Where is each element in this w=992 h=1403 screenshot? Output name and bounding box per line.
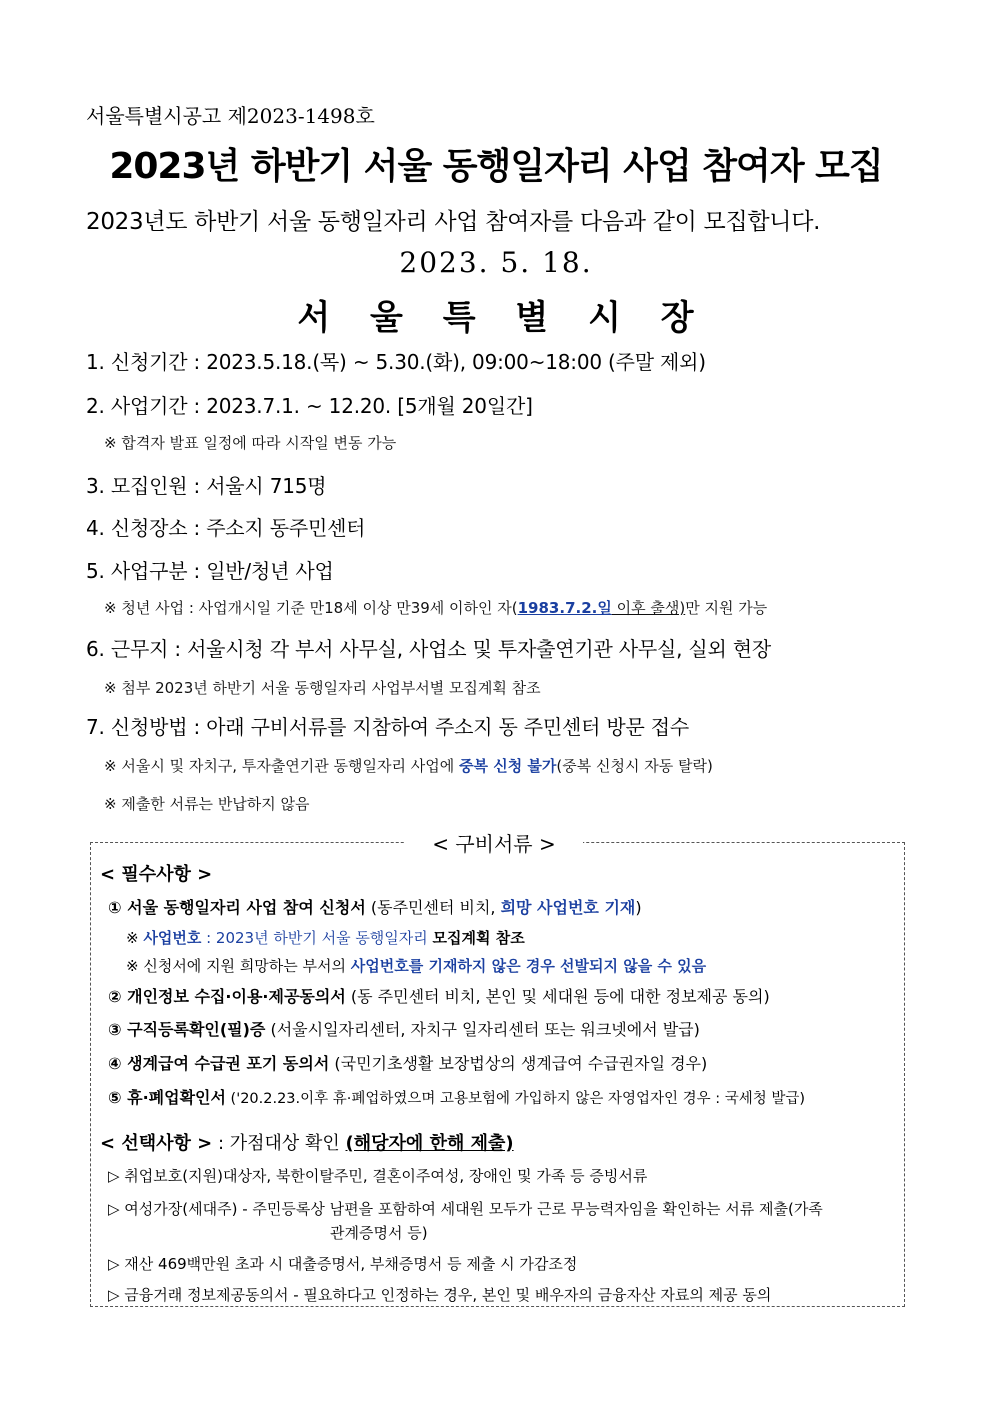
note-youth xyxy=(104,597,767,618)
note-text: : 2023년 하반기 서울 동행일자리 xyxy=(201,929,433,947)
item-label: 1. 신청기간 : xyxy=(86,350,207,374)
required-doc-5 xyxy=(108,1085,805,1108)
doc-desc: (서울시일자리센터, 자치구 일자리센터 또는 워크넷에서 발급) xyxy=(265,1020,700,1039)
item-value: 서울시 715명 xyxy=(206,474,327,498)
optional-doc-2-cont: 관계증명서 등) xyxy=(330,1224,428,1242)
subtitle: 2023년도 하반기 서울 동행일자리 사업 참여자를 다음과 같이 모집합니다. xyxy=(86,209,821,235)
issuer: 서 울 특 별 시 장 xyxy=(297,298,695,338)
item-value: 주소지 동주민센터 xyxy=(206,516,366,540)
doc-desc: (동주민센터 비치, xyxy=(365,898,501,917)
doc-desc: (국민기초생활 보장법상의 생계급여 수급권자일 경우) xyxy=(329,1054,708,1073)
note-start-date: ※ 합격자 발표 일정에 따라 시작일 변동 가능 xyxy=(104,434,397,452)
note-emphasis: 모집계획 참조 xyxy=(432,929,525,947)
item-label: 2. 사업기간 : xyxy=(86,394,207,418)
note-text: ※ 청년 사업 : 사업개시일 기준 만18세 이상 만39세 이하인 자( xyxy=(104,599,518,617)
item-value: 아래 구비서류를 지참하여 주소지 동 주민센터 방문 접수 xyxy=(206,715,690,739)
item-label: 5. 사업구분 : xyxy=(86,559,207,583)
optional-doc-3: ▷ 재산 469백만원 초과 시 대출증명서, 부채증명서 등 제출 시 가감조정 xyxy=(108,1255,578,1273)
required-doc-2 xyxy=(108,984,770,1007)
announcement-date: 2023. 5. 18. xyxy=(399,246,593,279)
doc-emphasis: 희망 사업번호 기재 xyxy=(500,898,636,917)
documents-box-title: < 구비서류 > xyxy=(405,828,583,857)
item-value: 2023.7.1. ~ 12.20. [5개월 20일간] xyxy=(206,394,533,418)
note-text: 이후 출생) xyxy=(611,599,686,617)
page-title: 2023년 하반기 서울 동행일자리 사업 참여자 모집 xyxy=(109,146,883,187)
optional-heading-row xyxy=(100,1129,514,1155)
item-application-method xyxy=(86,711,689,740)
item-value: 2023.5.18.(목) ~ 5.30.(화), 09:00~18:00 (주말 제외) xyxy=(206,350,706,374)
item-value: 일반/청년 사업 xyxy=(206,559,334,583)
item-value: 서울시청 각 부서 사무실, 사업소 및 투자출연기관 사무실, 실외 현장 xyxy=(187,637,772,661)
required-doc-1-note-2 xyxy=(126,955,706,976)
required-doc-1 xyxy=(108,895,642,918)
item-workplace xyxy=(86,633,771,662)
doc-name: ③ 구직등록확인(필)증 xyxy=(108,1020,266,1039)
note-duplicate xyxy=(104,755,713,776)
item-label: 3. 모집인원 : xyxy=(86,474,207,498)
doc-desc: ) xyxy=(635,898,642,917)
optional-doc-1: ▷ 취업보호(지원)대상자, 북한이탈주민, 결혼이주여성, 장애인 및 가족 등 증빙서류 xyxy=(108,1167,648,1185)
note-birthdate: 1983.7.2.일 xyxy=(517,599,612,617)
doc-name: ① 서울 동행일자리 사업 참여 신청서 xyxy=(108,898,366,917)
doc-desc: (동 주민센터 비치, 본인 및 세대원 등에 대한 정보제공 동의) xyxy=(345,987,770,1006)
item-recruit-count xyxy=(86,470,326,499)
optional-doc-4: ▷ 금융거래 정보제공동의서 - 필요하다고 인정하는 경우, 본인 및 배우자의 금융자산 자료의 제공 동의 xyxy=(108,1286,772,1304)
optional-desc: : 가점대상 확인 xyxy=(212,1133,346,1154)
item-project-type xyxy=(86,555,334,584)
doc-name: ② 개인정보 수집·이용·제공동의서 xyxy=(108,987,346,1006)
doc-desc: ('20.2.23.이후 휴·폐업하였으며 고용보험에 가입하지 않은 자영업자인 경우 : 국세청 발급) xyxy=(225,1091,805,1107)
optional-heading: < 선택사항 > xyxy=(100,1133,213,1154)
note-text: ※ 신청서에 지원 희망하는 부서의 xyxy=(126,957,351,975)
note-text: ※ 서울시 및 자치구, 투자출연기관 동행일자리 사업에 xyxy=(104,757,460,775)
note-workplace: ※ 첨부 2023년 하반기 서울 동행일자리 사업부서별 모집계획 참조 xyxy=(104,679,541,697)
note-no-return: ※ 제출한 서류는 반납하지 않음 xyxy=(104,795,310,813)
required-doc-4 xyxy=(108,1051,707,1074)
optional-doc-2: ▷ 여성가장(세대주) - 주민등록상 남편을 포함하여 세대원 모두가 근로 무능력자임을 확인하는 서류 제출(가족 xyxy=(108,1200,823,1218)
item-project-period xyxy=(86,390,533,419)
item-application-period xyxy=(86,346,706,375)
notice-number: 서울특별시공고 제2023-1498호 xyxy=(86,104,375,128)
item-label: 6. 근무지 : xyxy=(86,637,188,661)
doc-name: ④ 생계급여 수급권 포기 동의서 xyxy=(108,1054,330,1073)
note-emphasis: 중복 신청 불가 xyxy=(459,757,557,775)
required-doc-3 xyxy=(108,1017,700,1040)
required-heading: < 필수사항 > xyxy=(100,864,213,885)
note-text: 만 지원 가능 xyxy=(685,599,768,617)
note-text: (중복 신청시 자동 탈락) xyxy=(556,757,713,775)
note-emphasis: 사업번호를 기재하지 않은 경우 선발되지 않을 수 있음 xyxy=(350,957,707,975)
note-emphasis: 사업번호 xyxy=(143,929,202,947)
item-application-place xyxy=(86,512,365,541)
doc-name: ⑤ 휴·폐업확인서 xyxy=(108,1088,226,1107)
note-mark: ※ xyxy=(126,929,144,947)
item-label: 4. 신청장소 : xyxy=(86,516,207,540)
optional-emphasis: (해당자에 한해 제출) xyxy=(345,1133,514,1154)
required-doc-1-note-1 xyxy=(126,927,525,948)
item-label: 7. 신청방법 : xyxy=(86,715,207,739)
